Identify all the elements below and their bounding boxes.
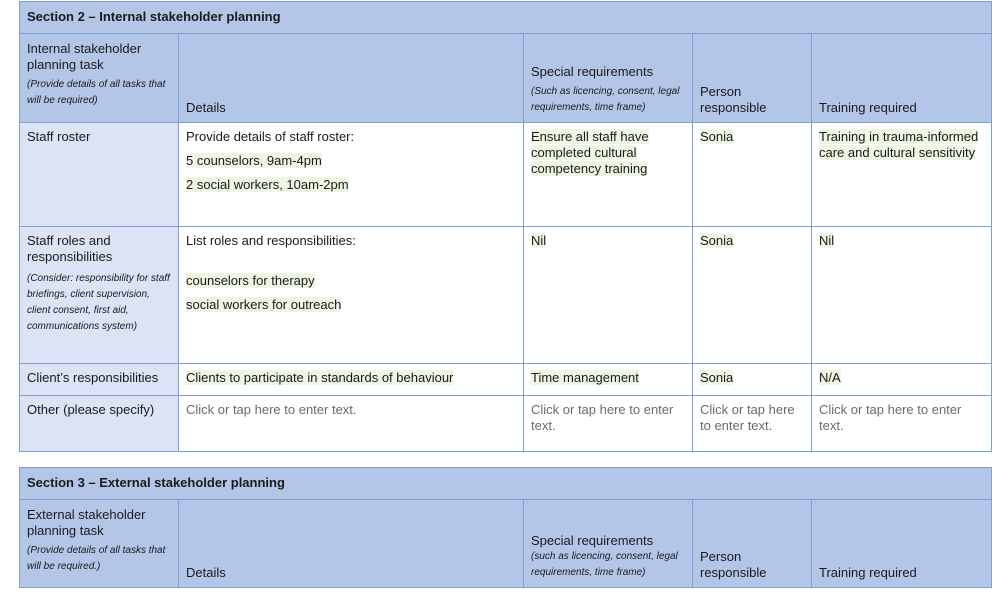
table-row (20, 123, 992, 227)
row-label-text: Staff roles and responsibilities (27, 233, 113, 264)
cell-person[interactable] (693, 364, 812, 396)
row-label-client-responsibilities: Client’s responsibilities (20, 364, 179, 396)
details-line: social workers for outreach (186, 297, 342, 312)
cell-special[interactable] (524, 123, 693, 227)
header-special-note: (such as licencing, consent, legal requirements, time frame) (531, 551, 678, 578)
person-text: Sonia (700, 233, 734, 248)
header-training: Training required (812, 34, 992, 123)
section2-table (19, 1, 992, 452)
training-text: Training in trauma-informed care and cultural sensitivity (819, 129, 979, 160)
training-text: N/A (819, 370, 841, 385)
table-row (20, 396, 992, 452)
header-special-label: Special requirements (531, 533, 654, 548)
cell-person[interactable] (693, 227, 812, 364)
row-label-staff-roster: Staff roster (20, 123, 179, 227)
table-row (20, 227, 992, 364)
details-line: 5 counselors, 9am-4pm (186, 153, 322, 168)
header-person: Person responsible (693, 34, 812, 123)
header-special-label: Special requirements (531, 64, 654, 79)
header-special-note: (Such as licencing, consent, legal requirements, time frame) (531, 86, 680, 113)
header-special (524, 34, 693, 123)
training-placeholder[interactable]: Click or tap here to enter text. (812, 396, 992, 452)
person-text: Sonia (700, 129, 734, 144)
cell-training[interactable] (812, 227, 992, 364)
header-task-label: Internal stakeholder planning task (27, 41, 142, 72)
header-details: Details (179, 34, 524, 123)
header-task-note: (Provide details of all tasks that will be required) (27, 79, 166, 106)
cell-special[interactable] (524, 227, 693, 364)
cell-training[interactable] (812, 123, 992, 227)
details-line: counselors for therapy (186, 273, 315, 288)
row-label-staff-roles (20, 227, 179, 364)
header-task (20, 500, 179, 588)
details-line: 2 social workers, 10am-2pm (186, 177, 349, 192)
details-intro: List roles and responsibilities: (186, 233, 356, 248)
person-text: Sonia (700, 370, 734, 385)
details-intro: Provide details of staff roster: (186, 129, 355, 144)
row-label-note: (Consider: responsibility for staff briefings, client supervision, client consent, first aid, communications system) (27, 273, 170, 332)
cell-details[interactable] (179, 364, 524, 396)
special-placeholder[interactable]: Click or tap here to enter text. (524, 396, 693, 452)
table-row (20, 364, 992, 396)
row-label-other: Other (please specify) (20, 396, 179, 452)
cell-training[interactable] (812, 364, 992, 396)
person-placeholder[interactable]: Click or tap here to enter text. (693, 396, 812, 452)
header-task (20, 34, 179, 123)
section3-table (19, 467, 992, 588)
cell-special[interactable] (524, 364, 693, 396)
cell-person[interactable] (693, 123, 812, 227)
header-training: Training required (812, 500, 992, 588)
header-task-label: External stakeholder planning task (27, 507, 146, 538)
cell-details[interactable] (179, 227, 524, 364)
special-text: Ensure all staff have completed cultural competency training (531, 129, 649, 176)
cell-details[interactable] (179, 123, 524, 227)
special-text: Time management (531, 370, 639, 385)
header-details: Details (179, 500, 524, 588)
header-task-note: (Provide details of all tasks that will be required.) (27, 545, 166, 572)
details-placeholder[interactable]: Click or tap here to enter text. (179, 396, 524, 452)
training-text: Nil (819, 233, 835, 248)
header-person: Person responsible (693, 500, 812, 588)
header-special (524, 500, 693, 588)
section2-title: Section 2 – Internal stakeholder planning (20, 2, 992, 34)
section3-title: Section 3 – External stakeholder planning (20, 468, 992, 500)
details-text: Clients to participate in standards of behaviour (186, 370, 454, 385)
special-text: Nil (531, 233, 547, 248)
